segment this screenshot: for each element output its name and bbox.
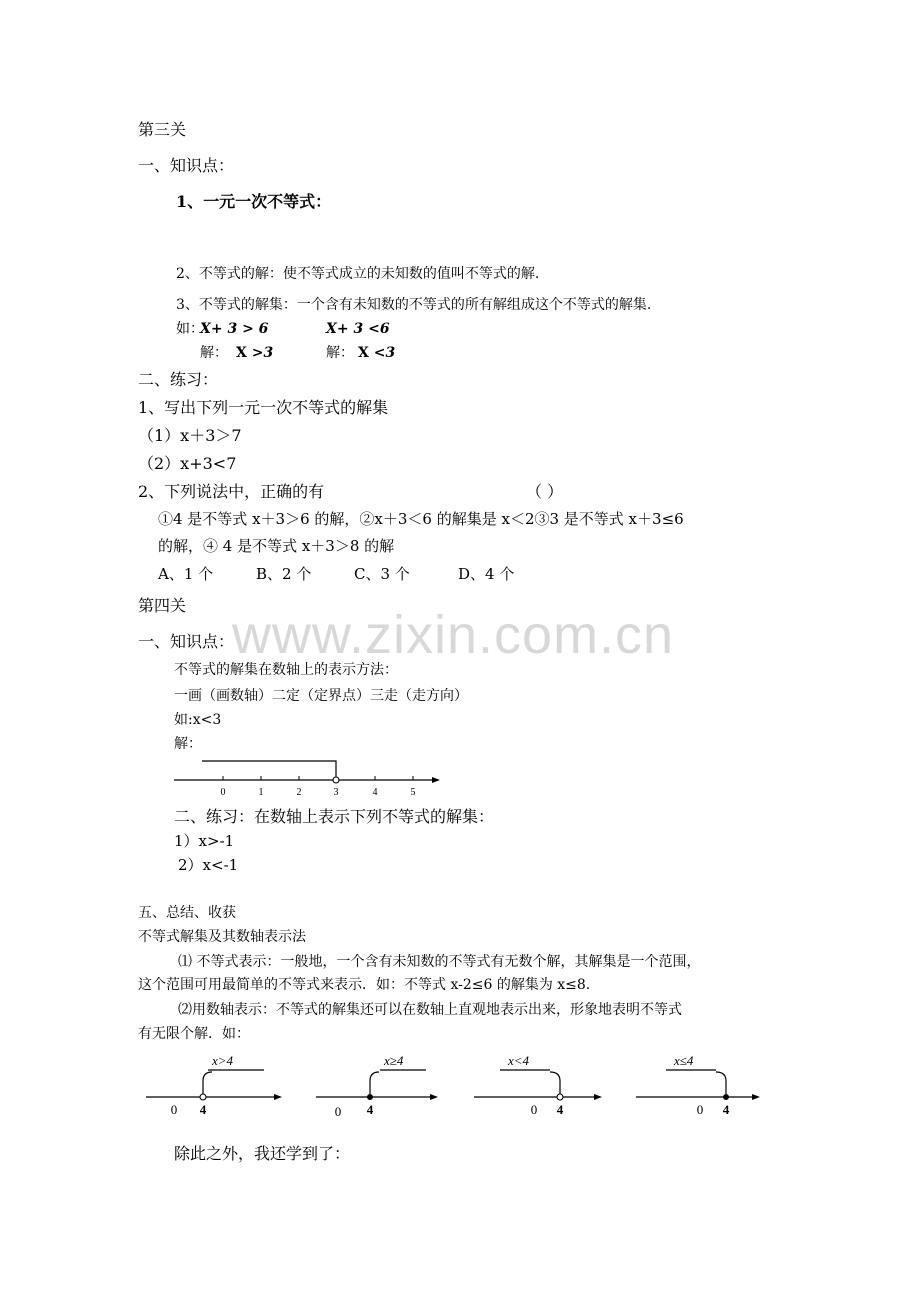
number-line-x-less-than-3 xyxy=(170,758,450,798)
summary-para1-line1: ⑴ 不等式表示：一般地，一个含有未知数的不等式有无数个解，其解集是一个范围， xyxy=(178,954,701,970)
section4-practice-q1: 1）x>-1 xyxy=(174,832,235,850)
number-line-example: 如:x<3 xyxy=(174,712,222,728)
method-title: 不等式的解集在数轴上的表示方法： xyxy=(174,662,398,678)
section5-title: 五、总结、收获 xyxy=(138,905,236,921)
section4-title: 第四关 xyxy=(138,596,187,615)
axis-tick-4: 4 xyxy=(372,787,378,798)
diagram-label-2: x≥4 xyxy=(384,1053,404,1068)
diagram-4-four: 4 xyxy=(722,1102,730,1117)
section3-title: 第三关 xyxy=(138,120,187,139)
number-line-x-less-than-4 xyxy=(470,1050,610,1118)
axis-tick-2: 2 xyxy=(296,787,302,798)
number-line-x-greater-equal-4 xyxy=(308,1050,448,1118)
choice-a: A、1 个 xyxy=(158,565,214,583)
question-2-statements-line2: 的解，④ 4 是不等式 x＋3＞8 的解 xyxy=(158,537,395,555)
practice-question-1: 1、写出下列一元一次不等式的解集 xyxy=(138,398,389,417)
diagram-1-four: 4 xyxy=(199,1102,207,1117)
section3-knowledge-heading: 一、知识点： xyxy=(138,156,235,175)
question-2-statements-line1: ①4 是不等式 x＋3＞6 的解，②x＋3＜6 的解集是 x＜2③3 是不等式 x＋3≤6 xyxy=(158,510,684,528)
diagram-4-zero: 0 xyxy=(696,1102,704,1117)
diagram-3-four: 4 xyxy=(556,1102,564,1117)
diagram-3-zero: 0 xyxy=(530,1102,538,1117)
diagram-2-four: 4 xyxy=(366,1102,374,1117)
knowledge-item-1: 1、一元一次不等式： xyxy=(176,192,332,211)
number-line-x-greater-than-4 xyxy=(146,1050,286,1118)
summary-para1-line2: 这个范围可用最简单的不等式来表示．如：不等式 x-2≤6 的解集为 x≤8. xyxy=(138,977,591,993)
summary-para2-line2: 有无限个解．如： xyxy=(138,1026,250,1042)
practice-question-1a: （1）x＋3＞7 xyxy=(138,426,242,445)
number-line-x-less-equal-4 xyxy=(636,1050,776,1118)
section5-subtitle: 不等式解集及其数轴表示法 xyxy=(138,929,306,945)
solution-1: X >3 xyxy=(236,345,274,361)
practice-question-2: 2、下列说法中，正确的有 xyxy=(138,482,325,501)
summary-para2-line1: ⑵用数轴表示：不等式的解集还可以在数轴上直观地表示出来，形象地表明不等式 xyxy=(178,1002,682,1018)
diagram-label-1: x>4 xyxy=(212,1053,234,1068)
section3-practice-heading: 二、练习： xyxy=(138,370,219,389)
practice-question-1b: （2）x+3<7 xyxy=(138,454,237,473)
watermark: www.zixin.com.cn xyxy=(232,605,675,665)
example-label: 如： xyxy=(176,321,204,337)
solution-label-1: 解： xyxy=(200,345,228,361)
diagram-2-zero: 0 xyxy=(334,1104,342,1119)
section4-practice-q2: 2）x<-1 xyxy=(178,856,239,874)
closing-prompt: 除此之外，我还学到了： xyxy=(174,1144,351,1163)
choice-d: D、4 个 xyxy=(458,565,515,583)
example-inequality-1: X+ 3 > 6 xyxy=(200,321,269,337)
diagram-1-zero: 0 xyxy=(170,1102,178,1117)
diagram-label-4: x≤4 xyxy=(674,1053,694,1068)
axis-tick-1: 1 xyxy=(258,787,264,798)
section4-knowledge-heading: 一、知识点： xyxy=(138,632,235,651)
section4-practice-heading: 二、练习：在数轴上表示下列不等式的解集： xyxy=(174,807,495,826)
choice-b: B、2 个 xyxy=(256,565,312,583)
axis-tick-5: 5 xyxy=(410,787,416,798)
choice-c: C、3 个 xyxy=(354,565,410,583)
number-line-solution-label: 解： xyxy=(174,736,202,752)
knowledge-item-3: 3、不等式的解集：一个含有未知数的不等式的所有解组成这个不等式的解集. xyxy=(176,297,652,313)
solution-2: X <3 xyxy=(358,345,396,361)
answer-blank: （ ） xyxy=(526,482,564,501)
method-steps: 一画（画数轴）二定（定界点）三走（走方向） xyxy=(174,688,468,704)
axis-tick-0: 0 xyxy=(220,787,226,798)
diagram-label-3: x<4 xyxy=(508,1053,530,1068)
knowledge-item-2: 2、不等式的解：使不等式成立的未知数的值叫不等式的解. xyxy=(176,266,540,282)
axis-tick-3: 3 xyxy=(333,787,339,798)
example-inequality-2: X+ 3 <6 xyxy=(326,321,390,337)
solution-label-2: 解： xyxy=(326,345,354,361)
